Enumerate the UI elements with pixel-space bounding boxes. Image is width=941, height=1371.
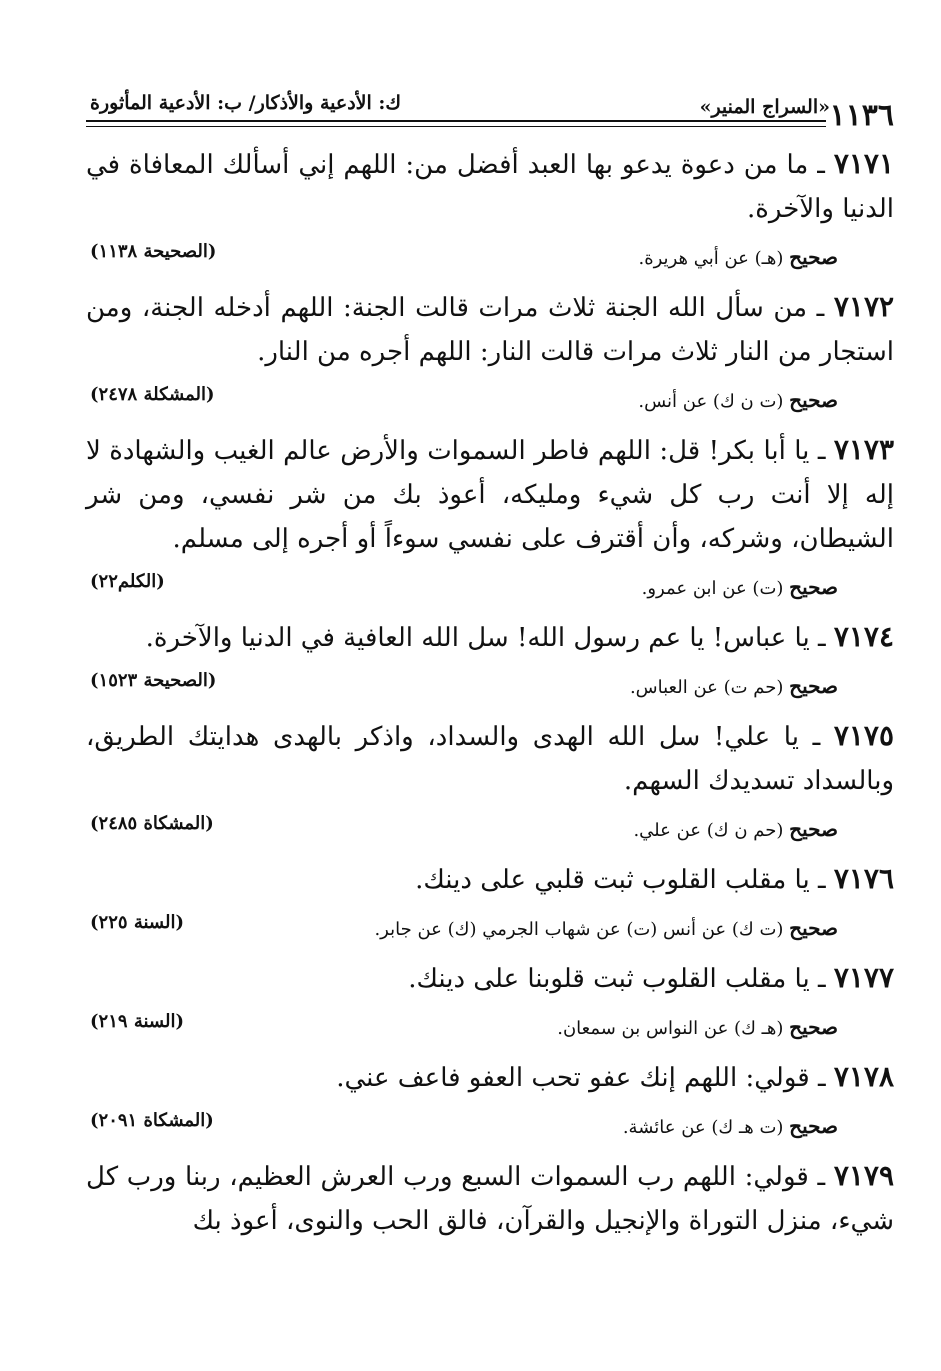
hadith-sources: (حم ن ك) عن علي. — [633, 820, 784, 841]
hadith-number: ٧١٧٦ — [833, 862, 894, 895]
hadith-number: ٧١٧٤ — [833, 620, 894, 653]
hadith-grade: صحيح — [789, 388, 838, 412]
hadith-source-line — [86, 908, 894, 948]
hadith-source-line — [86, 1106, 894, 1146]
hadith-source-line — [86, 237, 894, 277]
hadith-text-block: ٧١٧٩ ـ قولي: اللهم رب السموات السبع ورب العرش العظيم، ربنا ورب كل شيء، منزل التوراة والإنجيل والقرآن، فالق الحب والنوى، أعوذ بك — [86, 1159, 894, 1236]
page-number: ١١٣٦ — [829, 98, 894, 133]
hadith-reference: (الصحيحة ١١٣٨) — [90, 241, 217, 262]
hadith-grade: صحيح — [789, 674, 838, 698]
hadith-entry — [86, 1154, 894, 1243]
hadith-entry — [86, 142, 894, 277]
hadith-text-block: ٧١٧٧ ـ يا مقلب القلوب ثبت قلوبنا على دينك. — [408, 961, 894, 994]
hadith-text: يا عباس! يا عم رسول الله! سل الله العافية في الدنيا والآخرة. — [145, 623, 810, 653]
page-header — [80, 88, 894, 133]
hadith-grade: صحيح — [789, 916, 838, 940]
hadith-entry — [86, 285, 894, 420]
hadith-grade-line — [638, 388, 838, 412]
hadith-reference: (السنة ٢٢٥) — [90, 912, 184, 933]
hadith-text-block: ٧١٧٦ ـ يا مقلب القلوب ثبت قلبي على دينك. — [415, 862, 894, 895]
chapter-title: ك: الأدعية والأذكار/ ب: الأدعية المأثورة — [90, 92, 402, 114]
hadith-text-block: ٧١٧٢ ـ من سأل الله الجنة ثلاث مرات قالت الجنة: اللهم أدخله الجنة، ومن استجار من النار ثلاث مرات قالت النار: اللهم أجره من النار. — [86, 290, 895, 367]
header-rule — [86, 120, 826, 122]
hadith-entry — [86, 615, 894, 706]
hadith-source-line — [86, 567, 894, 607]
hadith-entry — [86, 428, 894, 607]
hadith-number: ٧١٧١ — [833, 147, 894, 180]
hadith-text: يا مقلب القلوب ثبت قلوبنا على دينك. — [408, 964, 810, 994]
hadith-sources: (ت) عن ابن عمرو. — [641, 578, 784, 599]
hadith-sources: (حم ت) عن العباس. — [629, 677, 784, 698]
hadith-grade: صحيح — [789, 1114, 838, 1138]
hadith-reference: (الكلم٢٢) — [90, 571, 165, 592]
hadith-grade-line — [623, 1114, 838, 1138]
hadith-grade: صحيح — [789, 1015, 838, 1039]
hadith-sources: (ت ك) عن أنس (ت) عن شهاب الجرمي (ك) عن جابر. — [374, 919, 784, 940]
hadith-source-line — [86, 1007, 894, 1047]
hadith-number: ٧١٧٧ — [833, 961, 894, 994]
hadith-grade-line — [642, 575, 838, 599]
hadith-sources: (ت هـ ك) عن عائشة. — [622, 1117, 784, 1138]
hadith-grade: صحيح — [789, 575, 838, 599]
hadith-reference: (المشكاة ٢٠٩١) — [90, 1110, 214, 1131]
hadith-text: يا علي! سل الله الهدى والسداد، واذكر بالهدى هدايتك الطريق، وبالسداد تسديدك السهم. — [86, 722, 894, 796]
hadith-text: قولي: اللهم رب السموات السبع ورب العرش العظيم، ربنا ورب كل شيء، منزل التوراة والإنجيل والقرآن، فالق الحب والنوى، أعوذ بك — [86, 1162, 894, 1236]
hadith-text: قولي: اللهم إنك عفو تحب العفو فاعف عني. — [336, 1063, 810, 1093]
hadith-grade-line — [557, 1015, 838, 1039]
hadith-grade: صحيح — [789, 817, 838, 841]
header-rule-thin — [86, 126, 826, 127]
hadith-list — [86, 142, 894, 1243]
hadith-number: ٧١٧٢ — [833, 290, 895, 323]
hadith-reference: (الصحيحة ١٥٢٣) — [90, 670, 217, 691]
hadith-grade-line — [374, 916, 838, 940]
hadith-sources: (هـ) عن أبي هريرة. — [638, 248, 784, 269]
hadith-text: يا أبا بكر! قل: اللهم فاطر السموات والأرض عالم الغيب والشهادة لا إله إلا أنت رب كل شيء ومليكه، أعوذ بك من شر نفسي، ومن شر الشيطان، وشركه، وأن أقترف على نفسي سوءاً أو أجره إلى مسلم. — [86, 436, 894, 554]
hadith-reference: (السنة ٢١٩) — [90, 1011, 184, 1032]
hadith-grade: صحيح — [789, 245, 838, 269]
hadith-grade-line — [630, 674, 838, 698]
hadith-text-block: ٧١٧٣ ـ يا أبا بكر! قل: اللهم فاطر السموات والأرض عالم الغيب والشهادة لا إله إلا أنت رب كل شيء ومليكه، أعوذ بك من شر نفسي، ومن شر الشيطان، وشركه، وأن أقترف على نفسي سوءاً أو أجره إلى مسلم. — [86, 433, 894, 554]
hadith-entry — [86, 1055, 894, 1146]
hadith-text-block: ٧١٧٤ ـ يا عباس! يا عم رسول الله! سل الله العافية في الدنيا والآخرة. — [145, 620, 894, 653]
hadith-text: من سأل الله الجنة ثلاث مرات قالت الجنة: اللهم أدخله الجنة، ومن استجار من النار ثلاث مرات قالت النار: اللهم أجره من النار. — [86, 293, 894, 367]
hadith-text-block: ٧١٧٨ ـ قولي: اللهم إنك عفو تحب العفو فاعف عني. — [336, 1060, 894, 1093]
hadith-reference: (المشكاة ٢٤٨٥) — [90, 813, 214, 834]
hadith-number: ٧١٧٣ — [833, 433, 894, 466]
hadith-text: يا مقلب القلوب ثبت قلبي على دينك. — [415, 865, 810, 895]
hadith-reference: (المشكلة ٢٤٧٨) — [90, 384, 215, 405]
hadith-entry — [86, 714, 894, 849]
hadith-source-line — [86, 666, 894, 706]
hadith-number: ٧١٧٩ — [833, 1159, 894, 1192]
book-title: «السراج المنير» — [699, 96, 830, 118]
hadith-entry — [86, 857, 894, 948]
hadith-grade-line — [633, 817, 838, 841]
hadith-text: ما من دعوة يدعو بها العبد أفضل من: اللهم إني أسألك المعافاة في الدنيا والآخرة. — [86, 150, 894, 224]
hadith-number: ٧١٧٥ — [833, 719, 894, 752]
hadith-grade-line — [638, 245, 838, 269]
hadith-entry — [86, 956, 894, 1047]
hadith-sources: (هـ ك) عن النواس بن سمعان. — [557, 1018, 784, 1039]
page — [80, 80, 895, 1360]
hadith-text-block: ٧١٧٥ ـ يا علي! سل الله الهدى والسداد، واذكر بالهدى هدايتك الطريق، وبالسداد تسديدك السهم. — [86, 719, 894, 796]
hadith-number: ٧١٧٨ — [833, 1060, 894, 1093]
hadith-sources: (ت ن ك) عن أنس. — [638, 391, 784, 412]
hadith-source-line — [86, 809, 894, 849]
hadith-source-line — [86, 380, 894, 420]
hadith-text-block: ٧١٧١ ـ ما من دعوة يدعو بها العبد أفضل من: اللهم إني أسألك المعافاة في الدنيا والآخرة. — [86, 147, 894, 224]
